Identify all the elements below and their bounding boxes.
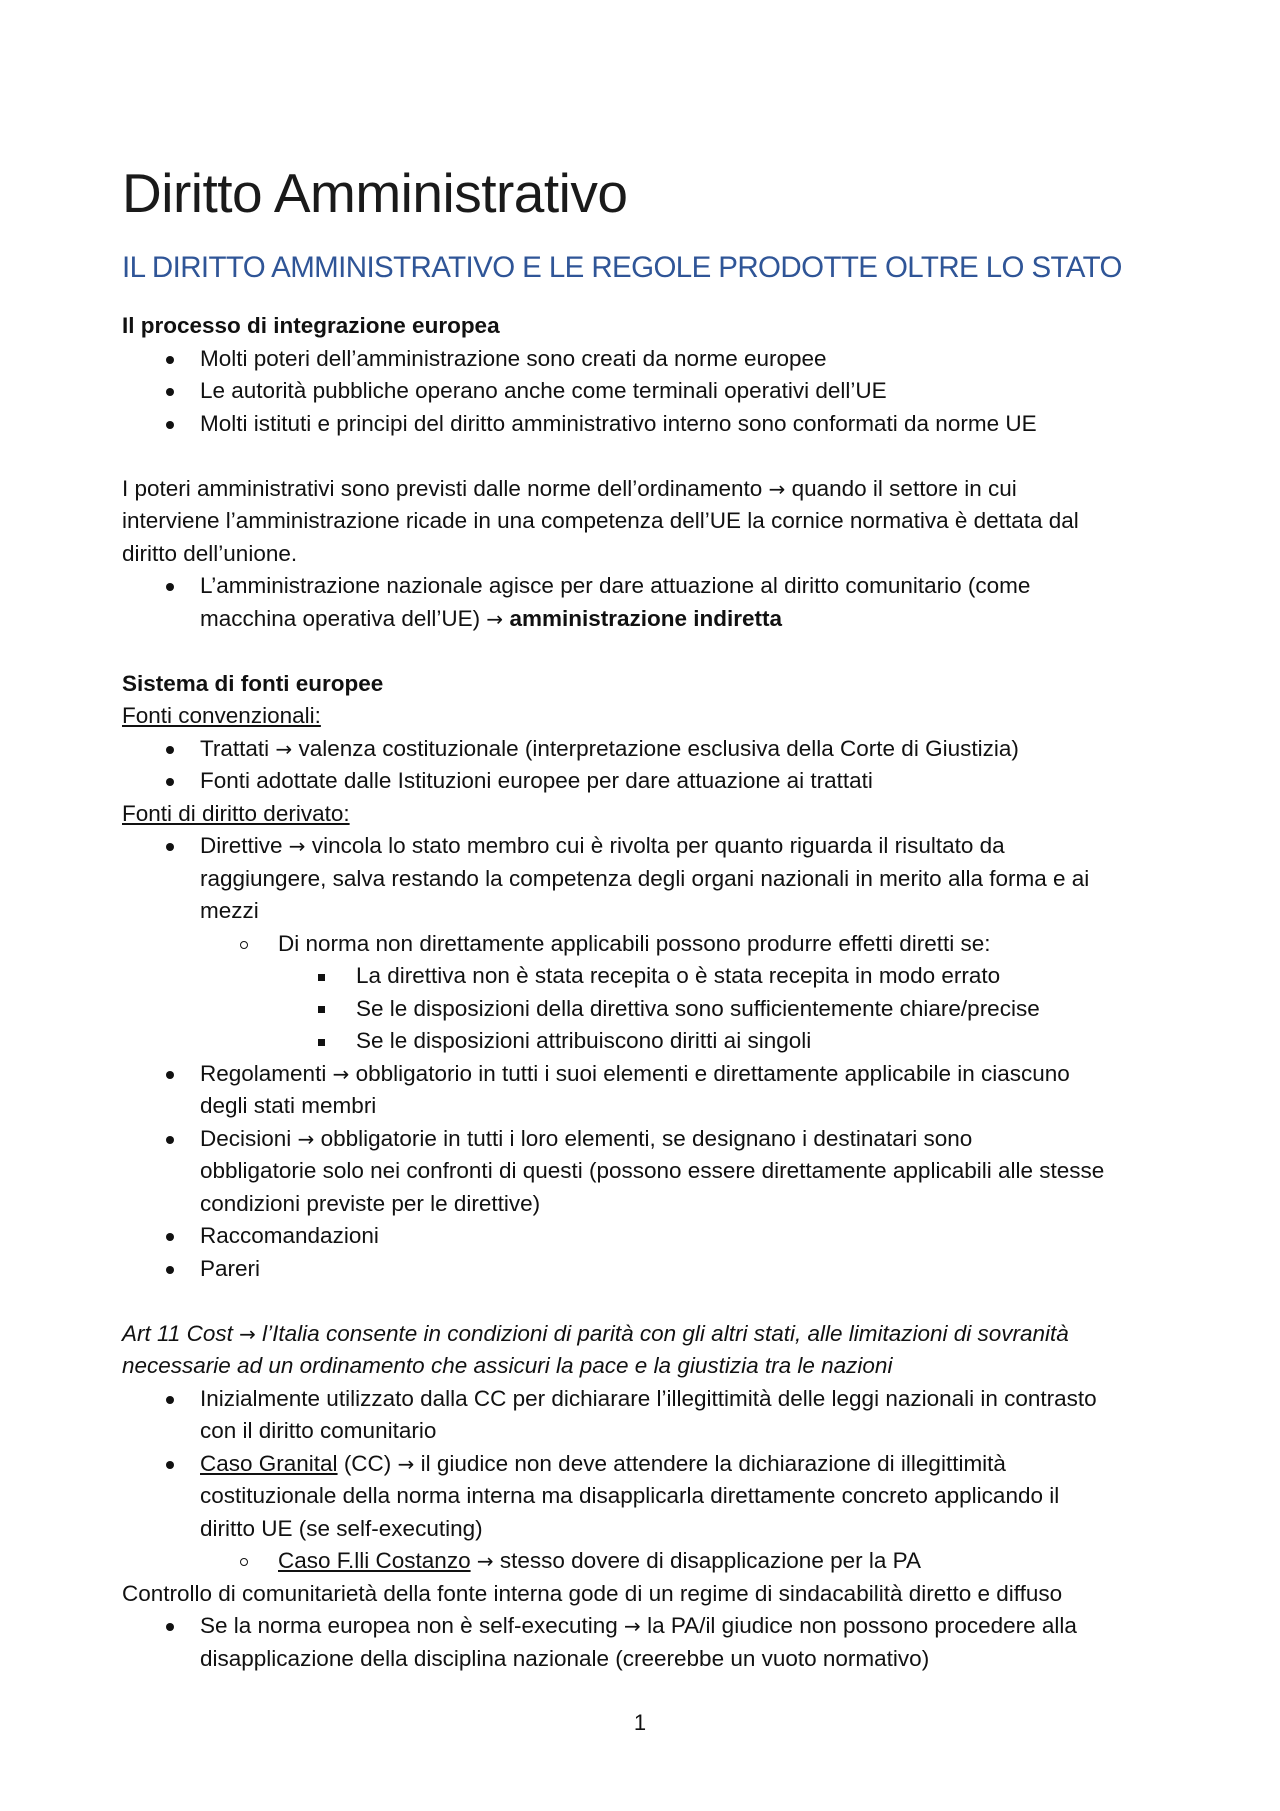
- subheading-fonti-convenzionali: Fonti convenzionali:: [122, 703, 321, 728]
- arrow-icon: →: [239, 1321, 256, 1346]
- arrow-icon: →: [297, 1126, 315, 1151]
- square-bullet-icon: [318, 960, 325, 993]
- arrow-icon: →: [476, 1549, 494, 1573]
- section2-title: Sistema di fonti europee: [122, 670, 384, 696]
- arrow-icon: →: [624, 1614, 641, 1638]
- caso-granital-link[interactable]: Caso Granital: [200, 1450, 338, 1476]
- list-item: Caso Granital (CC) → il giudice non deve attendere la dichiarazione di illegittimità costituzionale della norma interna ma disapplicarla direttamente concreto applicando il diritto UE (se self-executing): [122, 1448, 1182, 1546]
- list-item: Se le disposizioni della direttiva sono sufficientemente chiare/precise: [122, 993, 1182, 1026]
- paragraph-line: I poteri amministrativi sono previsti dalle norme dell’ordinamento → quando il settore in cui: [122, 475, 1017, 501]
- list-item: Molti poteri dell’amministrazione sono creati da norme europee: [122, 343, 1182, 376]
- list-item: L’amministrazione nazionale agisce per dare attuazione al diritto comunitario (come macchina operativa dell’UE) → amministrazione indiretta: [122, 570, 1182, 635]
- subheading-fonti-derivato: Fonti di diritto derivato:: [122, 800, 350, 826]
- document-title: Diritto Amministrativo: [122, 162, 628, 224]
- paragraph-line: Controllo di comunitarietà della fonte interna gode di un regime di sindacabilità diretto e diffuso: [122, 1580, 1063, 1606]
- bullet-icon: [166, 1448, 174, 1481]
- bullet-icon: [166, 1610, 174, 1643]
- bullet-icon: [166, 1383, 174, 1416]
- list-item: Direttive → vincola lo stato membro cui è rivolta per quanto riguarda il risultato da raggiungere, salva restando la competenza degli organi nazionali in merito alla forma e ai mezzi: [122, 830, 1182, 928]
- arrow-icon: →: [332, 1061, 350, 1086]
- bullet-icon: [166, 830, 174, 863]
- bullet-icon: [166, 1058, 174, 1091]
- list-item: Inizialmente utilizzato dalla CC per dichiarare l’illegittimità delle leggi nazionali in contrasto con il diritto comunitario: [122, 1383, 1182, 1448]
- list-item: Le autorità pubbliche operano anche come terminali operativi dell’UE: [122, 375, 1182, 408]
- square-bullet-icon: [318, 1025, 325, 1058]
- list-item: Raccomandazioni: [122, 1220, 1182, 1253]
- square-bullet-icon: [318, 993, 325, 1026]
- list-item: Se la norma europea non è self-executing → la PA/il giudice non possono procedere alla disapplicazione della disciplina nazionale (creerebbe un vuoto normativo): [122, 1610, 1182, 1675]
- circle-bullet-icon: [240, 928, 248, 961]
- list-item: Regolamenti → obbligatorio in tutti i suoi elementi e direttamente applicabile in ciascuno degli stati membri: [122, 1058, 1182, 1123]
- bullet-icon: [166, 765, 174, 798]
- arrow-icon: →: [486, 606, 504, 631]
- list-item: Fonti adottate dalle Istituzioni europee per dare attuazione ai trattati: [122, 765, 1182, 798]
- bullet-icon: [166, 733, 174, 766]
- list-item: Se le disposizioni attribuiscono diritti ai singoli: [122, 1025, 1182, 1058]
- paragraph-line: diritto dell’unione.: [122, 540, 298, 566]
- bullet-icon: [166, 570, 174, 603]
- circle-bullet-icon: [240, 1545, 248, 1578]
- arrow-icon: →: [768, 476, 786, 501]
- list-item: Decisioni → obbligatorie in tutti i loro elementi, se designano i destinatari sono obbligatorie solo nei confronti di questi (possono essere direttamente applicabili alle stesse condizioni previste per le direttive): [122, 1123, 1182, 1221]
- bullet-icon: [166, 343, 174, 376]
- section1-title: Il processo di integrazione europea: [122, 313, 500, 338]
- caso-costanzo-link[interactable]: Caso F.lli Costanzo: [278, 1548, 471, 1573]
- list-item: Pareri: [122, 1253, 1182, 1286]
- section-heading: IL DIRITTO AMMINISTRATIVO E LE REGOLE PRODOTTE OLTRE LO STATO: [122, 251, 1122, 284]
- paragraph-line: necessarie ad un ordinamento che assicuri la pace e la giustizia tra le nazioni: [122, 1353, 893, 1378]
- list-item: La direttiva non è stata recepita o è stata recepita in modo errato: [122, 960, 1182, 993]
- bullet-icon: [166, 1253, 174, 1286]
- bullet-icon: [166, 408, 174, 441]
- bullet-icon: [166, 1220, 174, 1253]
- list-item: Caso F.lli Costanzo → stesso dovere di disapplicazione per la PA: [122, 1545, 1182, 1578]
- page-number: 1: [633, 1710, 647, 1735]
- arrow-icon: →: [288, 834, 306, 858]
- paragraph-line: interviene l’amministrazione ricade in una competenza dell’UE la cornice normativa è dettata dal: [122, 508, 1079, 533]
- list-item: Trattati → valenza costituzionale (interpretazione esclusiva della Corte di Giustizia): [122, 733, 1182, 766]
- document-body: [122, 158, 1182, 1675]
- bullet-icon: [166, 1123, 174, 1156]
- list-item: Di norma non direttamente applicabili possono produrre effetti diretti se:: [122, 928, 1182, 961]
- paragraph-line: Art 11 Cost → l’Italia consente in condizioni di parità con gli altri stati, alle limitazioni di sovranità: [122, 1320, 1069, 1346]
- bullet-icon: [166, 375, 174, 408]
- arrow-icon: →: [397, 1451, 415, 1476]
- arrow-icon: →: [275, 736, 293, 761]
- list-item: Molti istituti e principi del diritto amministrativo interno sono conformati da norme UE: [122, 408, 1182, 441]
